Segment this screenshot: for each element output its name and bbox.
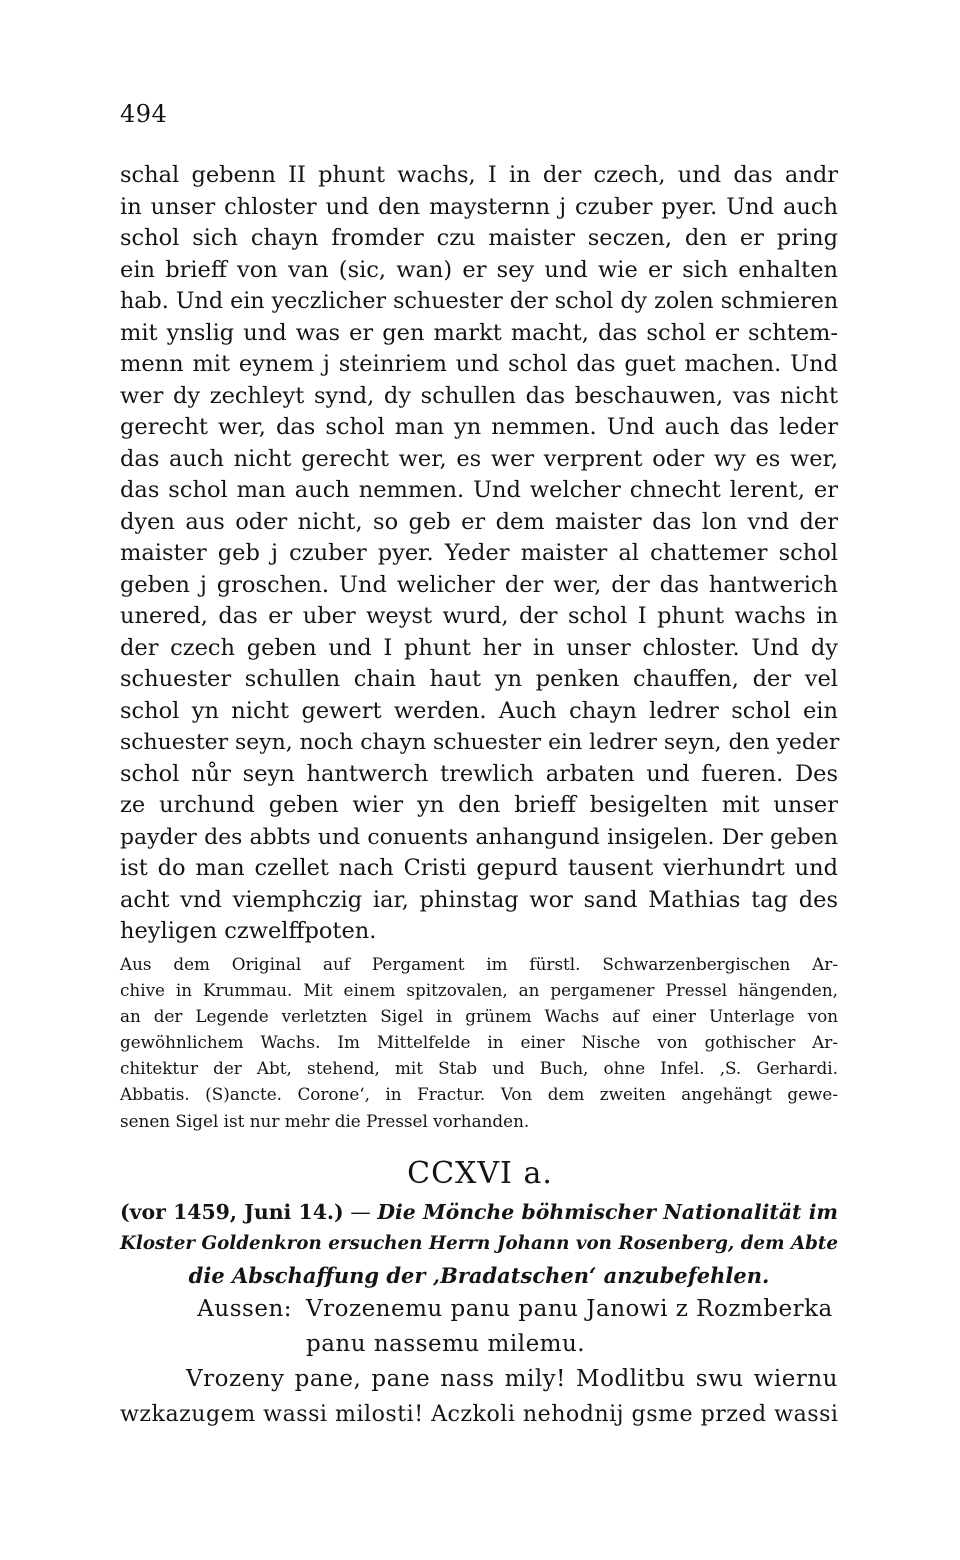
regest-date: (vor 1459, Juni 14.) xyxy=(120,1200,344,1224)
text-line: schol nůr seyn hantwerch trewlich arbaten und fueren. Des xyxy=(120,760,838,787)
address-text: Vrozenemu panu panu Janowi z Rozmberka xyxy=(306,1296,833,1322)
text-line: acht vnd viemphczig iar, phinstag wor sand Mathias tag des xyxy=(120,886,838,913)
czech-letter xyxy=(120,1292,838,1432)
regest-dash: — xyxy=(350,1200,371,1224)
regest-title: Die Mönche böhmischer Nationalität im xyxy=(377,1200,839,1224)
text-line: maister geb j czuber pyer. Yeder maister al chattemer schol xyxy=(120,540,838,566)
text-line: das schol man auch nemmen. Und welcher chnecht lerent, er xyxy=(120,477,838,503)
note-line: Aus dem Original auf Pergament im fürstl. Schwarzenbergischen Ar- xyxy=(120,954,838,974)
text-line: schol yn nicht gewert werden. Auch chayn ledrer schol ein xyxy=(120,697,838,724)
text-line: mit ynslig und was er gen markt macht, das schol er schtem- xyxy=(120,319,838,346)
text-line: wer dy zechleyt synd, dy schullen das beschauwen, vas nicht xyxy=(120,382,838,409)
text-line: schuester schullen chain haut yn penken chauffen, der vel xyxy=(120,666,838,692)
text-line: menn mit eynem j steinriem und schol das guet machen. Und xyxy=(120,351,838,377)
text-line: schuester seyn, noch chayn schuester ein ledrer seyn, den yeder xyxy=(120,730,840,755)
note-line: senen Sigel ist nur mehr die Pressel vorhanden. xyxy=(120,1110,530,1131)
note-line: Abbatis. (S)ancte. Corone‘, in Fractur. Von dem zweiten angehängt gewe- xyxy=(120,1084,838,1105)
note-line: chive in Krummau. Mit einem spitzovalen, an pergamener Pressel hängenden, xyxy=(120,980,838,1001)
text-line: gerecht wer, das schol man yn nemmen. Und auch das leder xyxy=(120,414,838,440)
text-line: das auch nicht gerecht wer, es wer verprent oder wy es wer, xyxy=(120,445,838,472)
address-label: Aussen: xyxy=(197,1296,292,1322)
text-line: dyen aus oder nicht, so geb er dem maister das lon vnd der xyxy=(120,508,838,535)
address-line xyxy=(120,1292,838,1327)
text-line: in unser chloster und den maysternn j czuber pyer. Und auch xyxy=(120,193,838,220)
address-text: panu nassemu milemu. xyxy=(306,1331,586,1357)
page-number: 494 xyxy=(120,100,168,128)
source-note xyxy=(120,951,838,1134)
text-line: der czech geben und I phunt her in unser chloster. Und dy xyxy=(120,634,838,661)
regest xyxy=(120,1196,838,1292)
text-line: schal gebenn II phunt wachs, I in der czech, und das andr xyxy=(120,162,838,188)
note-line: gewöhnlichem Wachs. Im Mittelfelde in einer Nische von gothischer Ar- xyxy=(120,1032,838,1053)
text-line: ein brieff von van (sic, wan) er sey und wie er sich enhalten xyxy=(120,256,838,283)
charter-text xyxy=(120,160,838,948)
letter-line: wzkazugem wassi milosti! Aczkoli nehodnij gsme przed wassi xyxy=(120,1401,839,1427)
regest-title: die Abschaffung der ‚Bradatschen‘ anzubefehlen. xyxy=(188,1263,770,1288)
regest-title: Kloster Goldenkron ersuchen Herrn Johann von Rosenberg, dem Abte xyxy=(120,1233,838,1254)
note-line: an der Legende verletzten Sigel in grünem Wachs auf einer Unterlage von xyxy=(120,1006,838,1027)
text-line: ist do man czellet nach Cristi gepurd tausent vierhundrt und xyxy=(120,855,838,881)
text-line: schol sich chayn fromder czu maister seczen, den er pring xyxy=(120,225,838,251)
text-line: ze urchund geben wier yn den brieff besigelten mit unser xyxy=(120,792,838,818)
text-line: geben j groschen. Und welicher der wer, der das hantwerich xyxy=(120,571,838,598)
text-line: unered, das er uber weyst wurd, der schol I phunt wachs in xyxy=(120,603,838,629)
letter-line: Vrozeny pane, pane nass mily! Modlitbu swu wiernu xyxy=(186,1366,838,1392)
text-line: payder des abbts und conuents anhangund insigelen. Der geben xyxy=(120,824,838,850)
text-line: heyligen czwelffpoten. xyxy=(120,918,377,944)
text-line: hab. Und ein yeczlicher schuester der schol dy zolen schmieren xyxy=(120,288,839,314)
note-line: chitektur der Abt, stehend, mit Stab und Buch, ohne Infel. ‚S. Gerhardi. xyxy=(120,1058,838,1079)
regest-line xyxy=(120,1196,838,1228)
document-number: CCXVI a. xyxy=(407,1156,553,1191)
